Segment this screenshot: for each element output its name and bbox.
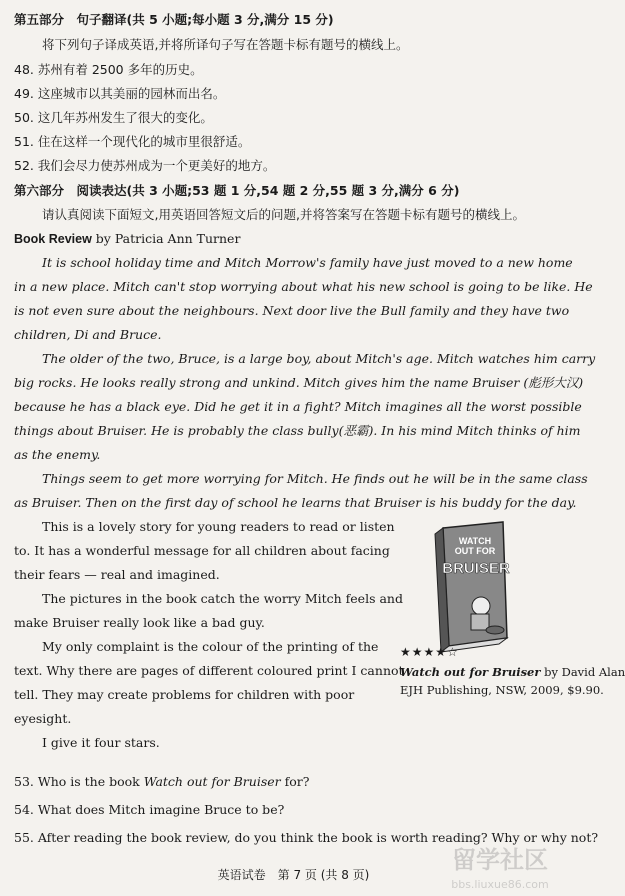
review-p2-line: because he has a black eye. Did he get it in a fight? Mitch imagines all the worst possible <box>14 399 582 414</box>
cover-text-line: WATCH <box>458 536 492 546</box>
watermark-text: 留学社区 <box>452 846 548 874</box>
part6-heading: 第六部分 阅读表达(共 3 小题;53 题 1 分,54 题 2 分,55 题 3 分,满分 6 分) <box>14 183 460 198</box>
review-author: by Patricia Ann Turner <box>91 231 241 246</box>
question-53-text-end: for? <box>280 774 310 789</box>
question-50: 50. 这几年苏州发生了很大的变化。 <box>14 110 213 125</box>
question-53-text: 53. Who is the book <box>14 774 144 789</box>
part5-heading: 第五部分 句子翻译(共 5 小题;每小题 3 分,满分 15 分) <box>14 12 334 27</box>
review-p2-line: big rocks. He looks really strong and unkind. Mitch gives him the name Bruiser (彪形大汉) <box>14 375 584 390</box>
question-52: 52. 我们会尽力使苏州成为一个更美好的地方。 <box>14 158 276 173</box>
review-p6-line: eyesight. <box>14 711 72 726</box>
question-54: 54. What does Mitch imagine Bruce to be? <box>14 802 285 817</box>
part6-instruction: 请认真阅读下面短文,用英语回答短文后的问题,并将答案写在答题卡标有题号的横线上。 <box>42 207 525 222</box>
review-p4-line: to. It has a wonderful message for all children about facing <box>14 543 390 558</box>
review-p6-line: text. Why there are pages of different coloured print I cannot <box>14 663 404 678</box>
review-p4-line: their fears — real and imagined. <box>14 567 220 582</box>
cover-wheelbarrow <box>486 626 504 634</box>
review-p6-line: My only complaint is the colour of the printing of the <box>42 639 379 654</box>
question-55: 55. After reading the book review, do you think the book is worth reading? Why or why not? <box>14 830 599 845</box>
review-p4-line: This is a lovely story for young readers to read or listen <box>42 519 395 534</box>
watermark-logo <box>420 838 580 894</box>
book-caption-publisher: EJH Publishing, NSW, 2009, $9.90. <box>400 683 604 697</box>
cover-text-line: OUT FOR <box>454 546 496 556</box>
book-caption-author: by David Alan <box>540 665 625 679</box>
cover-figure-head <box>472 597 490 615</box>
question-53-book-title: Watch out for Bruiser <box>143 774 281 789</box>
cover-text-title: BRUISER <box>442 560 510 577</box>
review-p2-line: The older of the two, Bruce, is a large boy, about Mitch's age. Mitch watches him carry <box>42 351 596 366</box>
page-footer: 英语试卷 第 7 页 (共 8 页) <box>217 868 370 882</box>
review-p2-line: things about Bruiser. He is probably the class bully(恶霸). In his mind Mitch thinks of him <box>14 423 581 438</box>
book-caption <box>400 665 625 680</box>
review-p5-line: make Bruiser really look like a bad guy. <box>14 615 265 630</box>
review-p1-line: is not even sure about the neighbours. Next door live the Bull family and they have two <box>14 303 570 318</box>
watermark-url: bbs.liuxue86.com <box>451 878 549 891</box>
review-p5-line: The pictures in the book catch the worry Mitch feels and <box>42 591 403 606</box>
book-caption-title: Watch out for Bruiser <box>400 665 541 679</box>
review-p7: I give it four stars. <box>42 735 160 750</box>
review-p2-line: as the enemy. <box>14 447 101 462</box>
review-p6-line: tell. They may create problems for children with poor <box>14 687 355 702</box>
question-48: 48. 苏州有着 2500 多年的历史。 <box>14 62 203 77</box>
question-51: 51. 住在这样一个现代化的城市里很舒适。 <box>14 134 251 149</box>
rating-stars: ★★★★☆ <box>400 645 459 659</box>
review-p1-line: It is school holiday time and Mitch Morrow's family have just moved to a new home <box>42 255 573 270</box>
review-p3-line: Things seem to get more worrying for Mitch. He finds out he will be in the same class <box>42 471 588 486</box>
review-title: Book Review <box>14 232 92 246</box>
cover-figure-body <box>471 614 489 630</box>
question-49: 49. 这座城市以其美丽的园林而出名。 <box>14 86 226 101</box>
review-p1-line: in a new place. Mitch can't stop worrying about what his new school is going to be like. He <box>14 279 593 294</box>
part5-instruction: 将下列句子译成英语,并将所译句子写在答题卡标有题号的横线上。 <box>42 37 409 52</box>
review-p1-line: children, Di and Bruce. <box>14 327 162 342</box>
review-p3-line: as Bruiser. Then on the first day of school he learns that Bruiser is his buddy for the day. <box>14 495 577 510</box>
review-header <box>14 231 575 247</box>
book-cover-illustration <box>395 520 565 665</box>
question-53 <box>14 774 575 790</box>
